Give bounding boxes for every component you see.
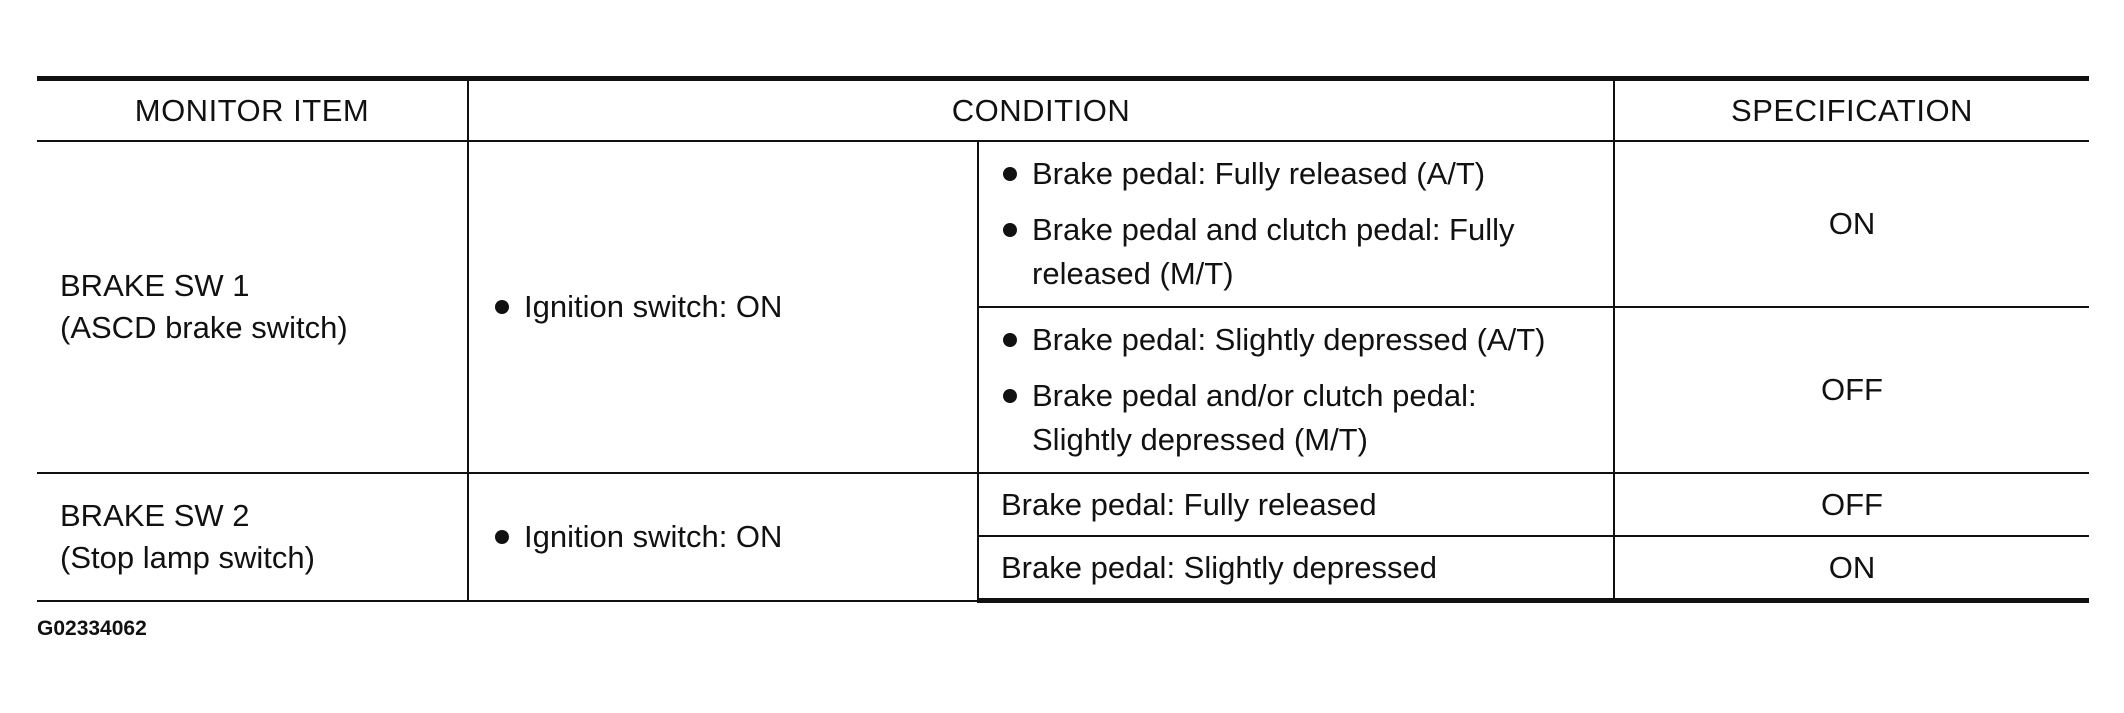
sub-condition-cell [978, 307, 1614, 473]
bullet-icon [495, 300, 509, 314]
condition-text: Ignition switch: ON [524, 289, 783, 324]
spec-cell: ON [1614, 536, 2089, 601]
monitor-item-desc: (ASCD brake switch) [60, 310, 348, 345]
bullet-icon [1003, 223, 1017, 237]
header-specification: SPECIFICATION [1614, 79, 2089, 142]
sub-condition-text: Brake pedal: Fully released (A/T) [1032, 156, 1486, 191]
monitor-item-name: BRAKE SW 2 [60, 497, 250, 533]
spec-cell: OFF [1614, 473, 2089, 536]
spec-cell: ON [1614, 141, 2089, 307]
bullet-icon [1003, 333, 1017, 347]
sub-condition-text: Brake pedal: Slightly depressed (A/T) [1032, 322, 1546, 357]
monitor-item-cell [37, 473, 468, 601]
table-row [37, 141, 2089, 307]
sub-condition-text: released (M/T) [1032, 256, 1234, 291]
header-row [37, 79, 2089, 142]
header-condition: CONDITION [468, 79, 1614, 142]
monitor-item-name: BRAKE SW 1 [60, 268, 250, 303]
sub-condition-text: Brake pedal and clutch pedal: Fully [1032, 212, 1515, 247]
header-monitor-item: MONITOR ITEM [37, 79, 468, 142]
bullet-icon [1003, 389, 1017, 403]
monitor-spec-table [37, 76, 2089, 603]
sub-condition-text: Brake pedal and/or clutch pedal: [1032, 378, 1477, 413]
monitor-item-cell [37, 141, 468, 473]
monitor-table-container [37, 76, 2089, 603]
table-row [37, 473, 2089, 536]
bullet-icon [1003, 167, 1017, 181]
bullet-icon [495, 530, 509, 544]
monitor-item-desc: (Stop lamp switch) [60, 539, 315, 575]
figure-id: G02334062 [37, 617, 147, 640]
sub-condition-cell: Brake pedal: Slightly depressed [978, 536, 1614, 601]
sub-condition-cell [978, 141, 1614, 307]
main-condition-cell [468, 473, 978, 601]
spec-cell: OFF [1614, 307, 2089, 473]
main-condition-cell [468, 141, 978, 473]
sub-condition-cell: Brake pedal: Fully released [978, 473, 1614, 536]
condition-text: Ignition switch: ON [524, 518, 783, 554]
sub-condition-text: Slightly depressed (M/T) [1032, 422, 1368, 457]
